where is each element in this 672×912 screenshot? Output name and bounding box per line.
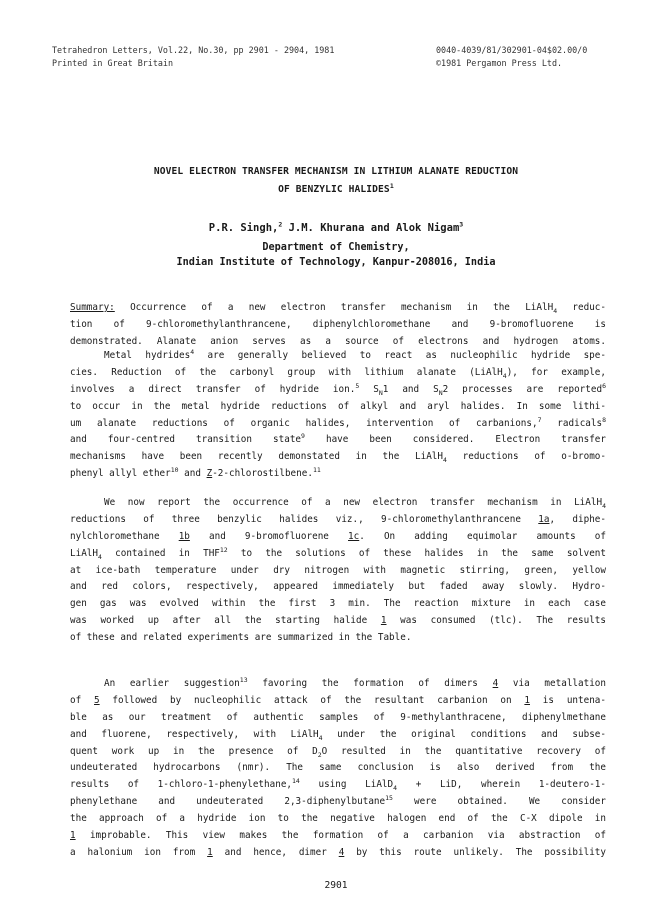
printed-line: Printed in Great Britain bbox=[52, 58, 174, 68]
affiliation-dept: Department of Chemistry, bbox=[262, 242, 410, 253]
affiliation-institute: Indian Institute of Technology, Kanpur-208016, India bbox=[176, 257, 496, 268]
article-title-line-1: NOVEL ELECTRON TRANSFER MECHANISM IN LITHIUM ALANATE REDUCTION bbox=[153, 166, 519, 177]
publisher-info bbox=[436, 44, 587, 70]
paragraph-3: An earlier suggestion$^{13}$ favoring the formation of dimers 4 via metallation of 5 followed by nucleophilic attack of the resultant carbanion on 1 is untena- ble as our treatment of authentic samples of 9-methylanthracene, diphenylmethane and fluorene, respectively, with LiAlH$_4$ under the original conditions and subse- quent work up in the presence of $D_2O$ resulted in the quantitative recovery of undeuterated hydrocarbons (nmr). The same conclusion is also derived from the results of 1-chloro-1-phenylethane,$^{14}$ using LiAlD$_4$ + LiD, wherein 1-deutero-1- phenylethane and undeuterated 2,3-diphenylbutane$^{15}$ were obtained. We consider the approach of a hydride ion to the negative halogen end of the C-X dipole in 1 improbable. This view makes the formation of a carbanion via abstraction of a halonium ion from 1 and hence, dimer 4 by this route unlikely. The possibility bbox=[70, 675, 607, 858]
journal-line: Tetrahedron Letters, Vol.22, No.30, pp 2901 - 2904, 1981 bbox=[52, 45, 335, 55]
article-title-line-2: OF BENZYLIC HALIDES$^1$ bbox=[278, 181, 394, 195]
copyright-line: ©1981 Pergamon Press Ltd. bbox=[436, 58, 563, 68]
journal-citation bbox=[52, 44, 334, 70]
paragraph-1: Metal hydrides$^4$ are generally believed to react as nucleophilic hydride spe- cies. Reduction of the carbonyl group with lithium alanate (LiAlH$_4$), for example, involves a direct transfer of hydride ion.$^5$ $S_N1$ and $S_N2$ processes are reported$^6$ to occur in the metal hydride reductions of alkyl and aryl halides. In some lithi- um alanate reductions of organic halides, intervention of carbanions,$^7$ radicals$^8$ and four-centred transition state$^9$ have been considered. Electron transfer mechanisms have been recently demonstated in the LiAlH$_4$ reductions of o-bromo- phenyl allyl ether$^{10}$ and Z-2-chlorostilbene.$^{11}$ bbox=[70, 347, 607, 480]
summary: Summary: Occurrence of a new electron transfer mechanism in the LiAlH$_4$ reduc- tion of 9-chloromethylanthrancene, diphenylchloromethane and 9-bromofluorene is demonstrated. Alanate anion serves as a source of electrons and hydrogen atoms. bbox=[70, 302, 606, 347]
paragraph-2: We now report the occurrence of a new electron transfer mechanism in LiAlH$_4$ reductions of three benzylic halides viz., 9-chloromethylanthrancene 1a, diphe- nylchloromethane 1b and 9-bromofluorene 1c. On adding equimolar amounts of LiAlH$_4$ contained in THF$^{12}$ to the solutions of these halides in the same solvent at ice-bath temperature under dry nitrogen with magnetic stirring, green, yellow and red colors, respectively, appeared immediately but faded away slowly. Hydro- gen gas was evolved within the first 3 min. The reaction mixture in each case was worked up after all the starting halide 1 was consumed (tlc). The results of these and related experiments are summarized in the Table. bbox=[70, 497, 607, 644]
authors: P.R. Singh,$^2$ J.M. Khurana and Alok Nigam$^3$ bbox=[208, 220, 464, 234]
code-line: 0040-4039/81/302901-04$02.00/0 bbox=[436, 45, 588, 55]
page-number: 2901 bbox=[324, 880, 348, 891]
